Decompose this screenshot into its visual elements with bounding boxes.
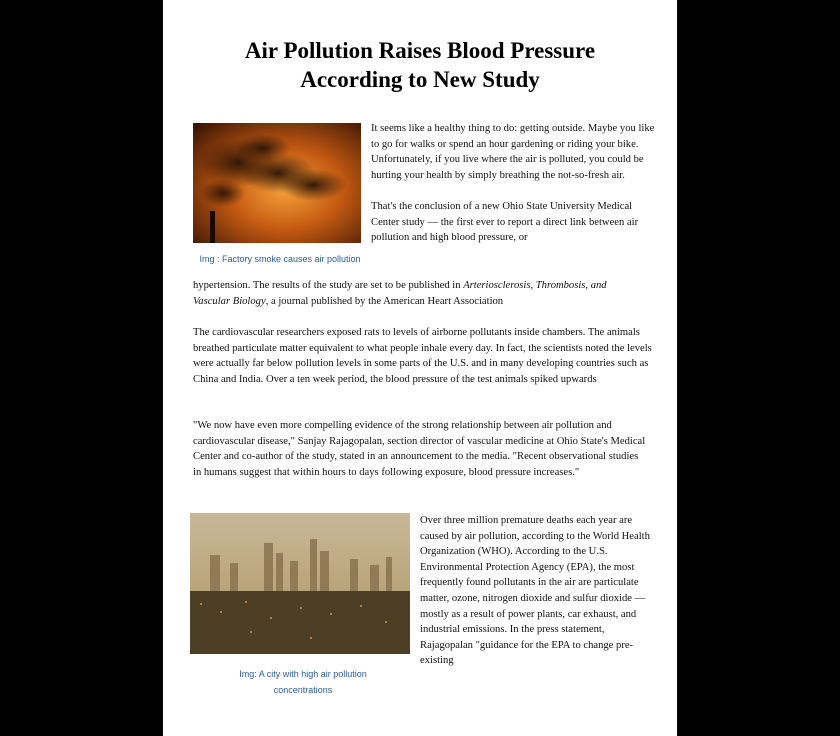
factory-image-caption: Img : Factory smoke causes air pollution [199, 254, 361, 264]
smog-city-illustration [190, 513, 410, 654]
smog-city-image [190, 513, 410, 654]
intro-paragraph-2: That's the conclusion of a new Ohio State University Medical Center study — the first ever to report a direct link between air pollution and high blood pressure, or [371, 201, 639, 244]
title-line-2: According to New Study [300, 67, 540, 92]
title-line-1: Air Pollution Raises Blood Pressure [244, 38, 596, 63]
article-title [163, 36, 677, 94]
city-image-caption: Img: A city with high air pollution concentrations [239, 669, 367, 695]
researchers-paragraph: The cardiovascular researchers exposed rats to levels of airborne pollutants inside chambers. The animals breathed particulate matter equivalent to what people inhale every day. In fact, the scientists noted the levels were actually far below pollution levels in some parts of the U.S. and in many developing countries such as China and India. Over a ten week period, the blood pressure of the test animals spiked upwards [193, 327, 652, 385]
intro-paragraph-1: It seems like a healthy thing to do: getting outside. Maybe you like to go for walks or spend an hour gardening or riding your bike. Unfortunately, if you live where the air is polluted, you could be hurting your health by simply breathing the not-so-fresh air. [371, 123, 655, 181]
document-page [163, 0, 677, 736]
who-paragraph: Over three million premature deaths each year are caused by air pollution, according to the World Health Organization (WHO). According to the U.S. Environmental Protection Agency (EPA), the most frequently found pollutants in the air are particulate matter, ozone, nitrogen dioxide and sulfur dioxide — mostly as a result of power plants, car exhaust, and industrial emissions. In the press statement, Rajagopalan "guidance for the EPA to change pre-existing [420, 515, 650, 667]
hypertension-paragraph [193, 278, 643, 309]
factory-smoke-illustration [193, 123, 361, 243]
hypertension-text-start: hypertension. The results of the study are set to be published in [193, 280, 464, 291]
hypertension-text-end: , a journal published by the American Heart Association [265, 295, 504, 307]
journal-name: Arteriosclerosis, Thrombosis, and Vascular Biology [193, 280, 607, 307]
quote-paragraph: "We now have even more compelling evidence of the strong relationship between air pollution and cardiovascular disease," Sanjay Rajagopalan, section director of vascular medicine at Ohio State's Medical Center and co-author of the study, stated in an announcement to the media. "Recent observational studies in humans suggest that within hours to days following exposure, blood pressure increases." [193, 420, 646, 478]
factory-smoke-image [193, 123, 361, 243]
